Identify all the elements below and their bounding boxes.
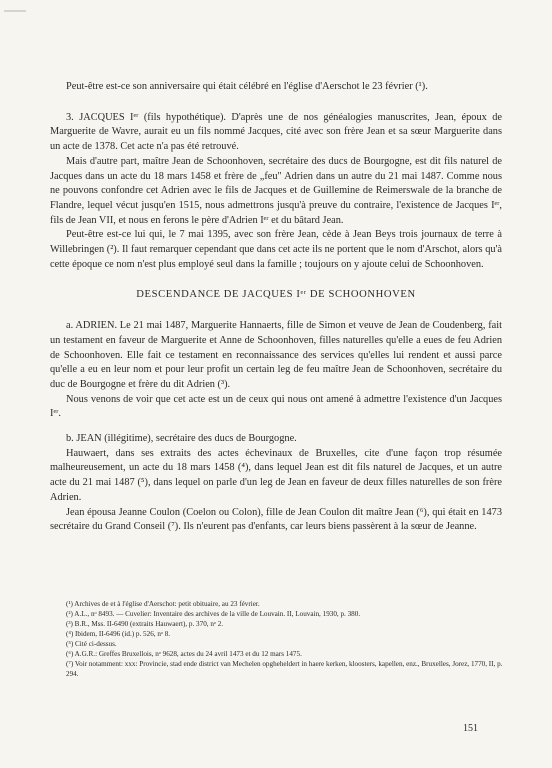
footnote: (⁷) Voir notamment: xxx: Provincie, stad ende district van Mechelen opgheheldert in haere kerken, kloosters, kapellen, enz., Bruxelles, Jorez, 1770, II, p. 294. [66, 660, 503, 679]
footnote: (²) A.L., nᵒ 8493. — Cuvelier: Inventaire des archives de la ville de Louvain. II, Louvain, 1930, p. 380. [66, 610, 361, 619]
adrien-paragraph-1: a. ADRIEN. Le 21 mai 1487, Marguerite Hannaerts, fille de Simon et veuve de Jean de Coudenberg, fait un testament en faveur de Marguerite et Anne de Schoonhoven, filles naturelles qu'elle a eues de feu Adrien de Schoonhoven. Elle fait ce testament en reconnaissance des services qu'elles lui rendent et aussi parce qu'elle a eu en leur nom et pour leur profit un certain leg de feu maître Jean de Schoonhoven, secrétaire du duc de Bourgogne et frère du dit Adrien (³). [50, 320, 502, 390]
jacques-paragraph-3: Peut-être est-ce lui qui, le 7 mai 1395, avec son frère Jean, cède à Jean Beys trois journaux de terre à Willebringen (²). Il faut remarquer cependant que dans cet acte ils ne portent que le nom d'Arschot, alors qu'à cette époque ce nom n'est plus employé seul dans la famille ; toujours on y ajoute celui de Schoonhoven. [50, 229, 502, 270]
intro-paragraph: Peut-être est-ce son anniversaire qui était célébré en l'église d'Aerschot le 23 février (¹). [66, 81, 428, 92]
page-number: 151 [463, 723, 478, 734]
main-text [50, 80, 502, 535]
jean-paragraph-2: Hauwaert, dans ses extraits des actes échevinaux de Bruxelles, cite d'une façon trop résumée malheureusement, un acte du 18 mars 1458 (⁴), dans lequel Jean est dit fils naturel de Jacques, et un autre acte du 21 mai 1487 (⁵), dans lequel on parle d'un leg de Jean en faveur de deux filles naturelles de son frère Adrien. [50, 447, 502, 503]
footnote: (⁶) A.G.R.: Greffes Bruxellois, nᵒ 9628, actes du 24 avril 1473 et du 12 mars 1475. [66, 650, 302, 659]
adrien-paragraph-2: Nous venons de voir que cet acte est un de ceux qui nous ont amené à admettre l'existence d'un Jacques Iᵉʳ. [50, 393, 502, 420]
jean-paragraph-1: b. JEAN (illégitime), secrétaire des ducs de Bourgogne. [66, 433, 297, 445]
jacques-paragraph-1: 3. JACQUES Iᵉʳ (fils hypothétique). D'après une de nos généalogies manuscrites, Jean, époux de Marguerite de Wavre, aurait eu un fils nommé Jacques, cité avec son frère Jean et sa sœur Marguerite dans un acte de 1378. Cet acte n'a pas été retrouvé. [50, 111, 502, 153]
jean-paragraph-3: Jean épousa Jeanne Coulon (Coelon ou Colon), fille de Jean Coulon dit maître Jean (⁶), qui était en 1473 secrétaire du Grand Conseil (⁷). Ils n'eurent pas d'enfants, car leurs biens passèrent à la sœur de Jeanne. [50, 506, 502, 533]
footnotes [66, 599, 506, 679]
scan-mark [4, 10, 26, 12]
jacques-paragraph-2: Mais d'autre part, maître Jean de Schoonhoven, secrétaire des ducs de Bourgogne, est dit fils naturel de Jacques dans un acte du 18 mars 1458 et frère de „feu" Adrien dans un autre du 21 mai 1487. Comme nous ne pouvons confondre cet Adrien avec le fils de Jacques et de Guillemine de Reimerswale de la branche de Flandre, lequel vécut jusqu'en 1515, nous admettrons jusqu'à preuve du contraire, l'existence de Jacques Iᵉʳ, fils de Jean VII, et nous en ferons le père d'Adrien Iᵉʳ et du bâtard Jean. [50, 155, 502, 226]
footnote: (⁵) Cité ci-dessus. [66, 640, 117, 649]
footnote: (⁴) Ibidem, II-6496 (id.) p. 526, nᵒ 8. [66, 630, 171, 639]
footnote: (³) B.R., Mss. II-6490 (extraits Hauwaert), p. 370, nᵒ 2. [66, 620, 224, 629]
section-heading: DESCENDANCE DE JACQUES Iᵉʳ DE SCHOONHOVEN [136, 289, 416, 301]
footnote: (¹) Archives de et à l'église d'Aerschot: petit obituaire, au 23 février. [66, 600, 260, 608]
